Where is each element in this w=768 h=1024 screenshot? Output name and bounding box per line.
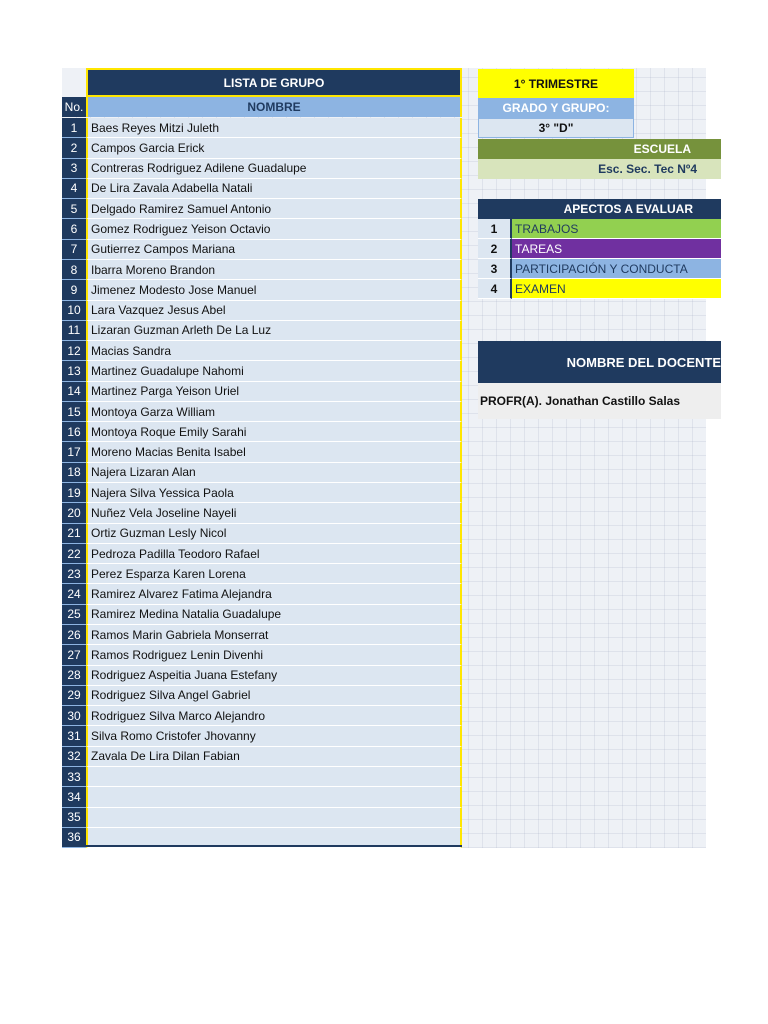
student-name-cell[interactable]: Ramirez Alvarez Fatima Alejandra xyxy=(86,584,462,604)
row-number: 23 xyxy=(62,564,86,584)
row-number: 34 xyxy=(62,787,86,807)
student-name-cell[interactable]: Moreno Macias Benita Isabel xyxy=(86,442,462,462)
aspect-label: PARTICIPACIÓN Y CONDUCTA xyxy=(512,259,721,279)
student-name-cell[interactable]: Pedroza Padilla Teodoro Rafael xyxy=(86,544,462,564)
student-name-cell[interactable]: Najera Lizaran Alan xyxy=(86,463,462,483)
row-number: 25 xyxy=(62,605,86,625)
aspect-number: 4 xyxy=(478,279,512,299)
row-number: 26 xyxy=(62,625,86,645)
teacher-title xyxy=(478,341,721,383)
aspect-label: TAREAS xyxy=(512,239,721,259)
grade-group-value: 3° "D" xyxy=(478,118,634,138)
student-name-cell[interactable]: Nuñez Vela Joseline Nayeli xyxy=(86,503,462,523)
student-name-cell[interactable] xyxy=(86,808,462,828)
student-name-cell[interactable]: Montoya Roque Emily Sarahi xyxy=(86,422,462,442)
student-name-cell[interactable]: Lizaran Guzman Arleth De La Luz xyxy=(86,321,462,341)
row-number: 14 xyxy=(62,382,86,402)
row-number: 30 xyxy=(62,706,86,726)
row-number: 27 xyxy=(62,645,86,665)
student-name-cell[interactable]: Campos Garcia Erick xyxy=(86,138,462,158)
row-number: 12 xyxy=(62,341,86,361)
table-bottom-border xyxy=(62,845,462,847)
student-name-cell[interactable]: Rodriguez Silva Marco Alejandro xyxy=(86,706,462,726)
row-number: 4 xyxy=(62,179,86,199)
row-number: 10 xyxy=(62,301,86,321)
row-number: 31 xyxy=(62,726,86,746)
school-label: ESCUELA xyxy=(478,139,721,159)
student-name-cell[interactable]: Montoya Garza William xyxy=(86,402,462,422)
student-name-cell[interactable]: Macias Sandra xyxy=(86,341,462,361)
student-name-cell[interactable]: Lara Vazquez Jesus Abel xyxy=(86,301,462,321)
row-number: 8 xyxy=(62,260,86,280)
row-number: 33 xyxy=(62,767,86,787)
aspect-label: EXAMEN xyxy=(512,279,721,299)
row-number: 28 xyxy=(62,666,86,686)
row-number: 16 xyxy=(62,422,86,442)
aspect-number: 2 xyxy=(478,239,512,259)
student-name-cell[interactable]: Ortiz Guzman Lesly Nicol xyxy=(86,524,462,544)
row-number: 1 xyxy=(62,118,86,138)
row-number: 7 xyxy=(62,240,86,260)
row-number: 17 xyxy=(62,442,86,462)
row-number: 21 xyxy=(62,524,86,544)
aspect-number: 1 xyxy=(478,219,512,239)
row-number: 19 xyxy=(62,483,86,503)
row-number: 15 xyxy=(62,402,86,422)
student-name-cell[interactable]: Gutierrez Campos Mariana xyxy=(86,240,462,260)
aspect-number: 3 xyxy=(478,259,512,279)
list-title: LISTA DE GRUPO xyxy=(86,68,462,97)
student-name-cell[interactable]: Baes Reyes Mitzi Juleth xyxy=(86,118,462,138)
student-name-cell[interactable]: Ibarra Moreno Brandon xyxy=(86,260,462,280)
student-name-cell[interactable]: Contreras Rodriguez Adilene Guadalupe xyxy=(86,159,462,179)
row-number: 35 xyxy=(62,808,86,828)
row-number: 11 xyxy=(62,321,86,341)
student-name-cell[interactable] xyxy=(86,767,462,787)
student-name-cell[interactable]: Najera Silva Yessica Paola xyxy=(86,483,462,503)
aspects-title: APECTOS A EVALUAR xyxy=(478,199,721,219)
student-name-cell[interactable]: Perez Esparza Karen Lorena xyxy=(86,564,462,584)
row-number: 13 xyxy=(62,361,86,381)
student-name-cell[interactable]: Jimenez Modesto Jose Manuel xyxy=(86,280,462,300)
student-name-cell[interactable]: Rodriguez Silva Angel Gabriel xyxy=(86,686,462,706)
row-number: 3 xyxy=(62,159,86,179)
student-name-cell[interactable]: Gomez Rodriguez Yeison Octavio xyxy=(86,219,462,239)
student-name-cell[interactable]: Rodriguez Aspeitia Juana Estefany xyxy=(86,666,462,686)
corner-blank xyxy=(62,68,86,97)
no-column-header: No. xyxy=(62,97,86,117)
row-number: 6 xyxy=(62,219,86,239)
student-name-cell[interactable]: Martinez Parga Yeison Uriel xyxy=(86,382,462,402)
student-name-cell[interactable]: Delgado Ramirez Samuel Antonio xyxy=(86,199,462,219)
row-number: 24 xyxy=(62,584,86,604)
student-name-cell[interactable]: Silva Romo Cristofer Jhovanny xyxy=(86,726,462,746)
aspect-label: TRABAJOS xyxy=(512,219,721,239)
teacher-name: PROFR(A). Jonathan Castillo Salas xyxy=(478,383,721,419)
row-number: 18 xyxy=(62,463,86,483)
student-name-cell[interactable]: Ramos Marin Gabriela Monserrat xyxy=(86,625,462,645)
row-number: 32 xyxy=(62,747,86,767)
row-number: 9 xyxy=(62,280,86,300)
student-name-cell[interactable]: Martinez Guadalupe Nahomi xyxy=(86,361,462,381)
row-number: 5 xyxy=(62,199,86,219)
student-name-cell[interactable] xyxy=(86,787,462,807)
student-name-cell[interactable]: Ramos Rodriguez Lenin Divenhi xyxy=(86,645,462,665)
row-number: 36 xyxy=(62,828,86,848)
student-name-cell[interactable]: De Lira Zavala Adabella Natali xyxy=(86,179,462,199)
grade-group-label: GRADO Y GRUPO: xyxy=(478,98,634,118)
teacher-title-text: NOMBRE DEL DOCENTE xyxy=(566,354,721,370)
name-column-header: NOMBRE xyxy=(86,97,462,117)
row-number: 20 xyxy=(62,503,86,523)
student-name-cell[interactable]: Ramirez Medina Natalia Guadalupe xyxy=(86,605,462,625)
school-value: Esc. Sec. Tec Nº4 xyxy=(478,159,721,179)
trimester-label: 1° TRIMESTRE xyxy=(478,69,634,98)
row-number: 29 xyxy=(62,686,86,706)
row-number: 2 xyxy=(62,138,86,158)
row-number: 22 xyxy=(62,544,86,564)
student-name-cell[interactable]: Zavala De Lira Dilan Fabian xyxy=(86,747,462,767)
